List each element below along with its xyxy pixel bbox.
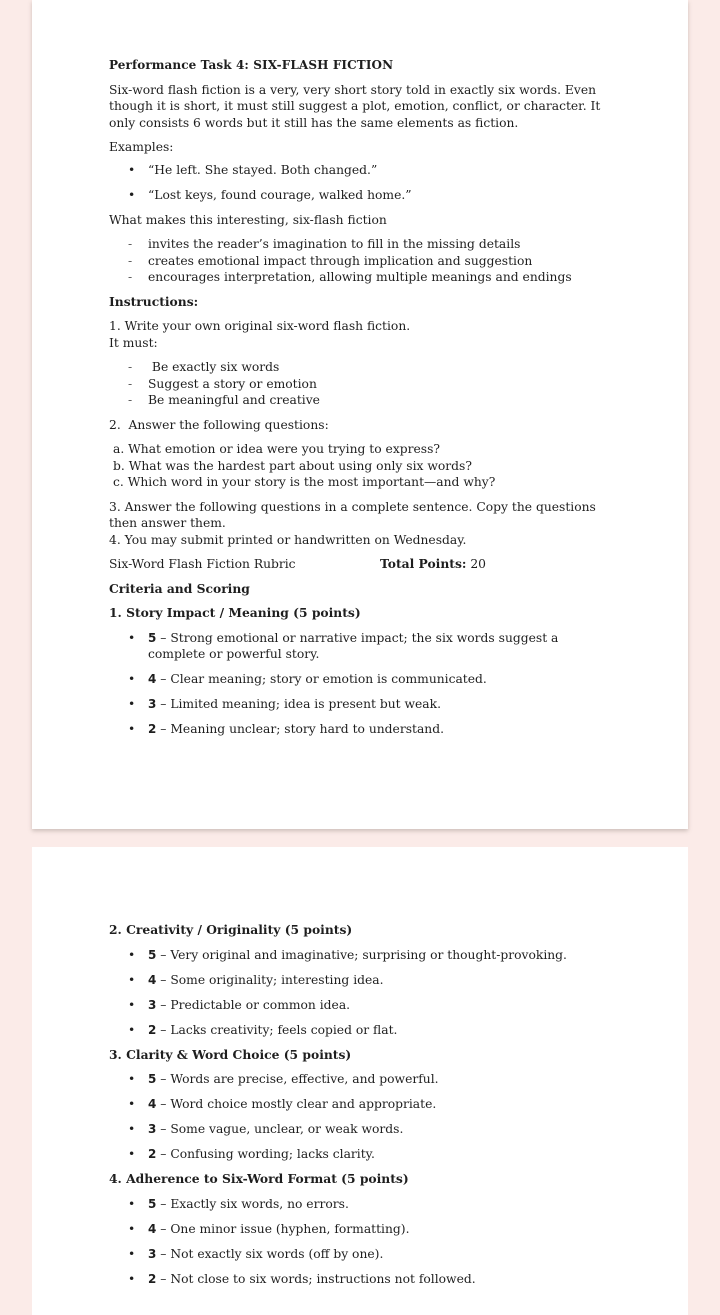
level-score: 2: [148, 1147, 157, 1161]
rubric-title: Six-Word Flash Fiction Rubric: [109, 557, 296, 571]
example-item: [109, 162, 619, 179]
interesting-list: [109, 236, 619, 286]
dash-icon: -: [128, 270, 133, 284]
criterion-level: [109, 671, 619, 688]
intro-paragraph: Six-word flash fiction is a very, very short story told in exactly six words. Even though it is short, it must still suggest a plot, emotion, conflict, or character. It only consists 6 words but it still has the same elements as fiction.: [109, 82, 601, 130]
bullet-icon: •: [128, 1271, 136, 1286]
question-item: c. Which word in your story is the most important—and why?: [113, 475, 496, 489]
criterion-level: [109, 1221, 619, 1238]
document-title: Performance Task 4: SIX-FLASH FICTION: [109, 58, 394, 72]
level-text: – Words are precise, effective, and powerful.: [156, 1072, 439, 1086]
level-score: 3: [148, 697, 157, 711]
criterion-section: [109, 1047, 619, 1163]
level-score: 3: [148, 1246, 157, 1261]
criterion-levels: [109, 1196, 619, 1288]
bullet-icon: •: [128, 162, 136, 177]
bullet-icon: •: [128, 1221, 136, 1236]
level-text: – Exactly six words, no errors.: [156, 1196, 349, 1211]
criterion-heading: 2. Creativity / Originality (5 points): [109, 922, 353, 937]
level-text: – Confusing wording; lacks clarity.: [156, 1147, 375, 1161]
bullet-icon: •: [128, 1246, 136, 1261]
level-score: 2: [148, 1271, 157, 1286]
bullet-icon: •: [128, 1147, 136, 1161]
dash-icon: -: [128, 376, 133, 391]
level-text: – Clear meaning; story or emotion is communicated.: [156, 672, 487, 686]
criterion-section: [109, 922, 619, 1038]
must-item: [109, 359, 619, 376]
criterion-level: [109, 997, 619, 1014]
criterion-heading: 4. Adherence to Six-Word Format (5 points): [109, 1171, 409, 1186]
must-text: Suggest a story or emotion: [148, 376, 317, 391]
page-1-content: [109, 57, 619, 746]
total-points: [380, 556, 486, 573]
must-item: [109, 392, 619, 409]
criterion-level: [109, 721, 619, 738]
criterion-level: [109, 1022, 619, 1039]
criterion-level: [109, 1196, 619, 1213]
level-text: – Meaning unclear; story hard to understand.: [156, 722, 444, 736]
total-points-value: 20: [466, 557, 486, 571]
level-score: 4: [148, 1221, 157, 1236]
example-item: [109, 187, 619, 204]
level-score: 2: [148, 722, 157, 736]
level-text: – Strong emotional or narrative impact; the six words suggest a complete or powerful story.: [148, 630, 559, 661]
step-2: 2. Answer the following questions:: [109, 417, 329, 432]
criterion-level: [109, 1121, 619, 1138]
example-text: “Lost keys, found courage, walked home.”: [148, 187, 412, 202]
criterion-level: [109, 696, 619, 713]
must-item: [109, 376, 619, 393]
must-text: Be meaningful and creative: [148, 393, 320, 407]
interesting-text: encourages interpretation, allowing multiple meanings and endings: [148, 270, 572, 284]
level-score: 5: [148, 1072, 157, 1086]
interesting-item: [109, 269, 619, 286]
must-list: [109, 359, 619, 409]
dash-icon: -: [128, 360, 133, 374]
rubric-title-row: [109, 556, 619, 573]
criterion-level: [109, 972, 619, 989]
page-2-content: [109, 922, 619, 1296]
criterion-section: [109, 605, 619, 738]
criteria-heading: Criteria and Scoring: [109, 580, 250, 596]
criterion-heading: 3. Clarity & Word Choice (5 points): [109, 1046, 352, 1062]
total-points-label: Total Points:: [380, 556, 467, 571]
criterion-level: [109, 630, 619, 663]
bullet-icon: •: [128, 722, 136, 736]
must-text: Be exactly six words: [148, 360, 280, 374]
criterion-heading: 1. Story Impact / Meaning (5 points): [109, 605, 361, 620]
bullet-icon: •: [128, 947, 136, 962]
dash-icon: -: [128, 253, 133, 268]
level-text: – One minor issue (hyphen, formatting).: [156, 1221, 410, 1236]
example-text: “He left. She stayed. Both changed.”: [148, 162, 378, 177]
level-text: – Word choice mostly clear and appropriate.: [156, 1097, 437, 1111]
bullet-icon: •: [128, 630, 136, 645]
level-text: – Lacks creativity; feels copied or flat.: [156, 1022, 398, 1037]
it-must-label: It must:: [109, 335, 158, 350]
step-4: 4. You may submit printed or handwritten on Wednesday.: [109, 532, 467, 547]
interesting-label: What makes this interesting, six-flash fiction: [109, 212, 387, 227]
criterion-level: [109, 1246, 619, 1263]
questions-list: [113, 441, 619, 491]
dash-icon: -: [128, 393, 133, 407]
bullet-icon: •: [128, 672, 136, 686]
bullet-icon: •: [128, 1196, 136, 1211]
bullet-icon: •: [128, 697, 136, 711]
examples-label: Examples:: [109, 140, 174, 154]
criterion-level: [109, 947, 619, 964]
bullet-icon: •: [128, 972, 136, 987]
examples-list: [109, 162, 619, 204]
interesting-item: [109, 253, 619, 270]
question-item: a. What emotion or idea were you trying to express?: [113, 442, 441, 456]
level-text: – Some originality; interesting idea.: [156, 972, 384, 987]
level-score: 4: [148, 672, 157, 686]
level-score: 3: [148, 997, 157, 1012]
criterion-levels: [109, 1071, 619, 1163]
level-text: – Some vague, unclear, or weak words.: [156, 1122, 404, 1136]
level-score: 4: [148, 1097, 157, 1111]
level-text: – Not close to six words; instructions not followed.: [156, 1271, 476, 1286]
document-page-2: [32, 847, 688, 1315]
step-1: 1. Write your own original six-word flash fiction.: [109, 319, 411, 333]
level-text: – Very original and imaginative; surprising or thought-provoking.: [156, 947, 567, 962]
criterion-level: [109, 1271, 619, 1288]
level-score: 5: [148, 630, 157, 645]
dash-icon: -: [128, 237, 133, 251]
interesting-text: creates emotional impact through implication and suggestion: [148, 253, 533, 268]
bullet-icon: •: [128, 1122, 136, 1136]
step-3: 3. Answer the following questions in a complete sentence. Copy the questions then answer them.: [109, 499, 596, 530]
level-text: – Predictable or common idea.: [156, 997, 351, 1012]
level-score: 5: [148, 1196, 157, 1211]
level-text: – Limited meaning; idea is present but weak.: [156, 697, 441, 711]
level-score: 4: [148, 972, 157, 987]
bullet-icon: •: [128, 1072, 136, 1086]
criterion-level: [109, 1146, 619, 1163]
criterion-section: [109, 1171, 619, 1287]
interesting-text: invites the reader’s imagination to fill in the missing details: [148, 237, 521, 251]
level-score: 2: [148, 1022, 157, 1037]
criterion-levels: [109, 630, 619, 738]
level-score: 3: [148, 1122, 157, 1136]
interesting-item: [109, 236, 619, 253]
bullet-icon: •: [128, 1022, 136, 1037]
bullet-icon: •: [128, 187, 136, 202]
bullet-icon: •: [128, 1097, 136, 1111]
level-score: 5: [148, 947, 157, 962]
criterion-level: [109, 1096, 619, 1113]
level-text: – Not exactly six words (off by one).: [156, 1246, 384, 1261]
bullet-icon: •: [128, 997, 136, 1012]
question-item: b. What was the hardest part about using only six words?: [113, 458, 472, 473]
criterion-level: [109, 1071, 619, 1088]
document-page-1: [32, 0, 688, 829]
instructions-heading: Instructions:: [109, 293, 199, 309]
criterion-levels: [109, 947, 619, 1039]
